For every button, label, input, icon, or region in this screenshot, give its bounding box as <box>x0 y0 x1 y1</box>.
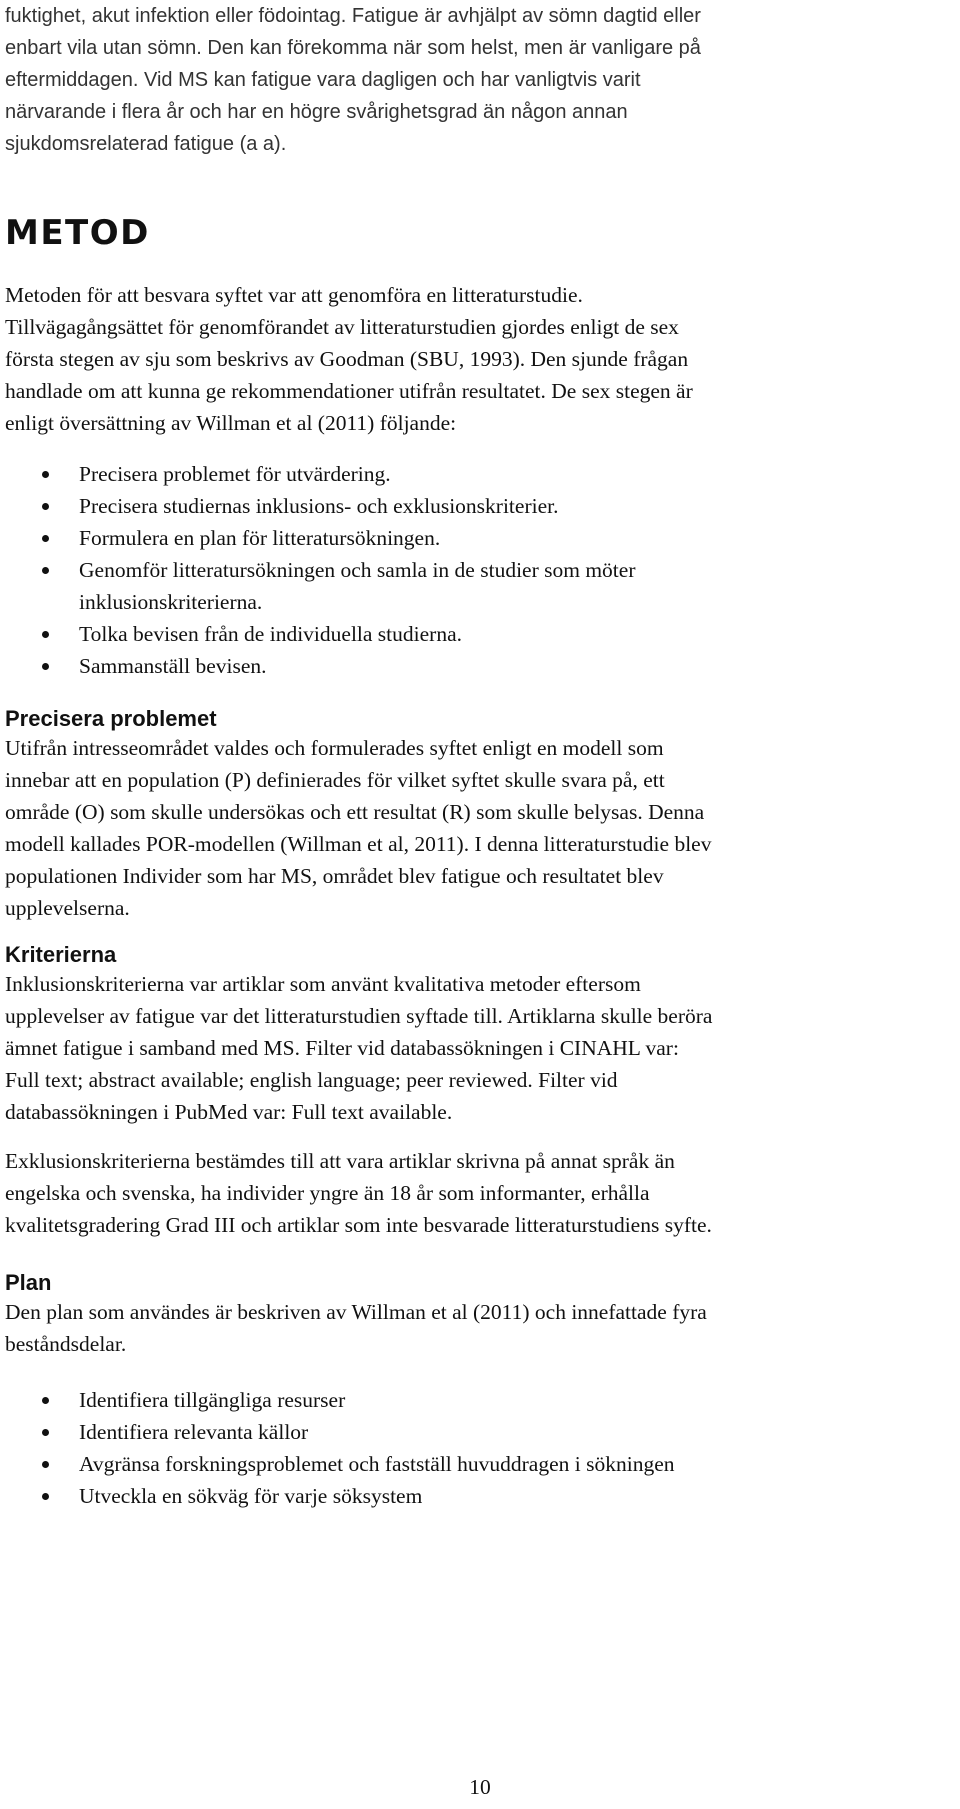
text-line: Full text; abstract available; english language; peer reviewed. Filter vid <box>5 1068 618 1092</box>
intro-paragraph <box>5 0 955 160</box>
text-line: Utifrån intresseområdet valdes och formulerades syftet enligt en modell som <box>5 736 664 760</box>
text-line: enbart vila utan sömn. Den kan förekomma när som helst, men är vanligare på <box>5 37 701 59</box>
text-line: fuktighet, akut infektion eller födointag. Fatigue är avhjälpt av sömn dagtid eller <box>5 5 701 27</box>
list-item <box>0 618 950 650</box>
list-item-text: Utveckla en sökväg för varje söksystem <box>79 1484 423 1508</box>
bullet-icon <box>42 1461 49 1468</box>
subheading-kriterierna: Kriterierna <box>5 942 117 967</box>
steps-list <box>0 458 950 682</box>
text-line: Den plan som användes är beskriven av Willman et al (2011) och innefattade fyra <box>5 1300 707 1324</box>
inklusion-paragraph <box>5 968 955 1128</box>
bullet-icon <box>42 1397 49 1404</box>
bullet-icon <box>42 567 49 574</box>
subheading-precisera: Precisera problemet <box>5 706 217 731</box>
plan-paragraph <box>5 1296 955 1360</box>
text-line: Tillvägagångsättet för genomförandet av litteraturstudien gjordes enligt de sex <box>5 315 679 339</box>
list-item-text: inklusionskriterierna. <box>79 590 263 614</box>
section-heading-metod: METOD <box>5 213 150 253</box>
list-item-text: Formulera en plan för litteratursökningen. <box>79 526 441 550</box>
text-line: modell kallades POR-modellen (Willman et al, 2011). I denna litteraturstudie blev <box>5 832 712 856</box>
metod-paragraph <box>5 279 955 439</box>
text-line: första stegen av sju som beskrivs av Goodman (SBU, 1993). Den sjunde frågan <box>5 347 689 371</box>
plan-list <box>0 1384 950 1512</box>
list-item <box>0 1416 950 1448</box>
subheading-plan: Plan <box>5 1270 52 1295</box>
bullet-icon <box>42 631 49 638</box>
list-item-text: Tolka bevisen från de individuella studierna. <box>79 622 462 646</box>
bullet-icon <box>42 663 49 670</box>
list-item-text: Identifiera tillgängliga resurser <box>79 1388 346 1412</box>
text-line: eftermiddagen. Vid MS kan fatigue vara dagligen och har vanligtvis varit <box>5 69 641 91</box>
text-line: sjukdomsrelaterad fatigue (a a). <box>5 133 287 155</box>
text-line: engelska och svenska, ha individer yngre än 18 år som informanter, erhålla <box>5 1181 650 1205</box>
text-line: ämnet fatigue i samband med MS. Filter vid databassökningen i CINAHL var: <box>5 1036 679 1060</box>
list-item-text: Sammanställ bevisen. <box>79 654 267 678</box>
precisera-paragraph <box>5 732 955 924</box>
page-number: 10 <box>469 1775 491 1799</box>
text-line: kvalitetsgradering Grad III och artiklar som inte besvarade litteraturstudiens syfte. <box>5 1213 712 1237</box>
list-item <box>0 650 950 682</box>
bullet-icon <box>42 1429 49 1436</box>
text-line: Inklusionskriterierna var artiklar som använt kvalitativa metoder eftersom <box>5 972 641 996</box>
text-line: beståndsdelar. <box>5 1332 127 1356</box>
exklusion-paragraph <box>5 1145 955 1241</box>
list-item-continuation <box>0 586 950 618</box>
list-item <box>0 1448 950 1480</box>
bullet-icon <box>42 1493 49 1500</box>
list-item <box>0 1480 950 1512</box>
list-item <box>0 554 950 586</box>
text-line: Exklusionskriterierna bestämdes till att vara artiklar skrivna på annat språk än <box>5 1149 675 1173</box>
text-line: område (O) som skulle undersökas och ett resultat (R) som skulle belysas. Denna <box>5 800 705 824</box>
text-line: handlade om att kunna ge rekommendationer utifrån resultatet. De sex stegen är <box>5 379 693 403</box>
list-item-text: Genomför litteratursökningen och samla in de studier som möter <box>79 558 636 582</box>
text-line: upplevelser av fatigue var det litteraturstudien syftade till. Artiklarna skulle beröra <box>5 1004 713 1028</box>
bullet-icon <box>42 471 49 478</box>
list-item <box>0 522 950 554</box>
text-line: upplevelserna. <box>5 896 130 920</box>
list-item-text: Precisera studiernas inklusions- och exklusionskriterier. <box>79 494 559 518</box>
bullet-icon <box>42 535 49 542</box>
list-item-text: Precisera problemet för utvärdering. <box>79 462 391 486</box>
text-line: enligt översättning av Willman et al (2011) följande: <box>5 411 457 435</box>
text-line: innebar att en population (P) definierades för vilket syftet skulle svara på, ett <box>5 768 665 792</box>
list-item-text: Identifiera relevanta källor <box>79 1420 309 1444</box>
list-item-text: Avgränsa forskningsproblemet och fastställ huvuddragen i sökningen <box>79 1452 675 1476</box>
text-line: närvarande i flera år och har en högre svårighetsgrad än någon annan <box>5 101 628 123</box>
list-item <box>0 490 950 522</box>
list-item <box>0 458 950 490</box>
text-line: populationen Individer som har MS, området blev fatigue och resultatet blev <box>5 864 664 888</box>
list-item <box>0 1384 950 1416</box>
text-line: databassökningen i PubMed var: Full text available. <box>5 1100 453 1124</box>
bullet-icon <box>42 503 49 510</box>
text-line: Metoden för att besvara syftet var att genomföra en litteraturstudie. <box>5 283 583 307</box>
